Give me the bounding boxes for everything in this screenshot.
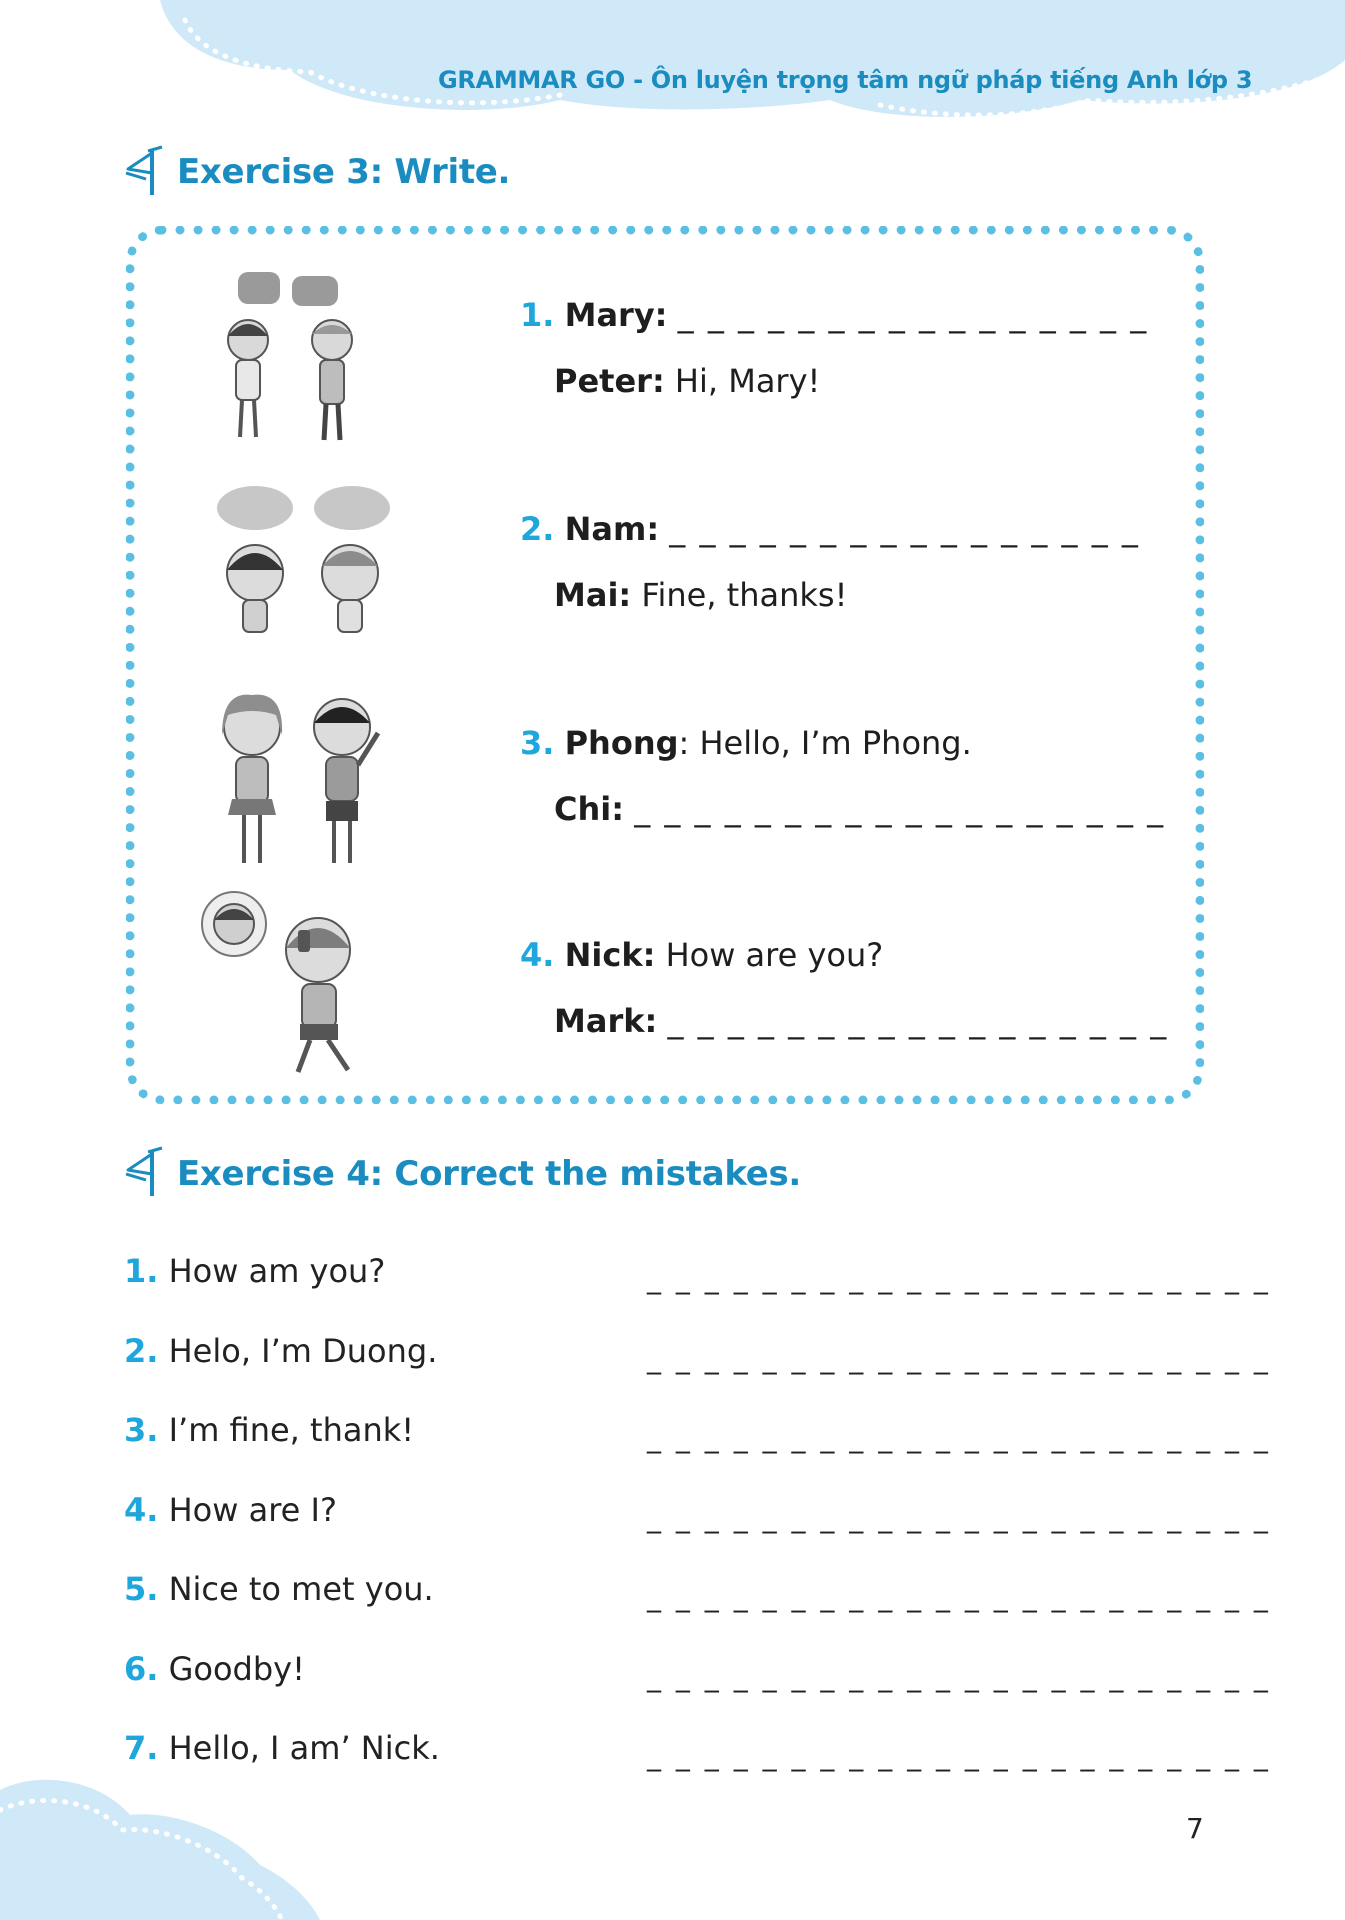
footer-cloud-decoration: [0, 1760, 360, 1920]
children-introducing-illustration: [200, 685, 400, 875]
item-number: 4.: [520, 936, 555, 974]
exercise-3-item-2-line-2: [554, 576, 847, 614]
children-greeting-illustration: [200, 262, 400, 452]
mistake-sentence: Hello, I am’ Nick.: [168, 1729, 440, 1767]
page-number: 7: [1186, 1812, 1204, 1845]
correction-blank[interactable]: _ _ _ _ _ _ _ _ _ _ _ _ _ _ _ _ _ _ _ _ _ _: [647, 1342, 1271, 1375]
item-number: 5.: [124, 1570, 159, 1608]
correction-blank[interactable]: _ _ _ _ _ _ _ _ _ _ _ _ _ _ _ _ _ _ _ _ _ _: [647, 1262, 1271, 1295]
speaker-name: Phong: [564, 724, 679, 762]
dialogue-text: How are you?: [655, 936, 884, 974]
item-number: 1.: [520, 296, 555, 334]
item-number: 3.: [124, 1411, 159, 1449]
header-title: GRAMMAR GO - Ôn luyện trọng tâm ngữ pháp tiếng Anh lớp 3: [438, 66, 1253, 94]
exercise-4-title: Exercise 4: Correct the mistakes.: [177, 1154, 802, 1194]
mistake-item: [124, 1411, 414, 1449]
answer-blank[interactable]: _ _ _ _ _ _ _ _ _ _ _ _ _ _ _ _ _: [667, 1002, 1169, 1040]
item-number: 4.: [124, 1491, 159, 1529]
exercise-3-item-3-line-2: [554, 790, 1165, 828]
answer-blank[interactable]: _ _ _ _ _ _ _ _ _ _ _ _ _ _ _ _ _ _: [634, 790, 1166, 828]
speaker-name: Nick:: [564, 936, 656, 974]
exercise-3-item-4-line-2: [554, 1002, 1168, 1040]
mistake-sentence: How are I?: [168, 1491, 337, 1529]
exercise-3-item-1-line-1: [520, 296, 1148, 334]
mistake-sentence: I’m fine, thank!: [168, 1411, 415, 1449]
dialogue-text: Hi, Mary!: [664, 362, 821, 400]
item-number: 2.: [124, 1332, 159, 1370]
mistake-item: [124, 1332, 437, 1370]
mistake-sentence: How am you?: [168, 1252, 386, 1290]
exercise-3-item-2-line-1: [520, 510, 1140, 548]
children-talking-illustration: [210, 478, 410, 668]
flag-icon: [122, 145, 172, 197]
correction-blank[interactable]: _ _ _ _ _ _ _ _ _ _ _ _ _ _ _ _ _ _ _ _ _ _: [647, 1739, 1271, 1772]
item-number: 3.: [520, 724, 555, 762]
correction-blank[interactable]: _ _ _ _ _ _ _ _ _ _ _ _ _ _ _ _ _ _ _ _ _ _: [647, 1501, 1271, 1534]
dialogue-text: Fine, thanks!: [631, 576, 848, 614]
flag-icon: [122, 1146, 172, 1198]
correction-blank[interactable]: _ _ _ _ _ _ _ _ _ _ _ _ _ _ _ _ _ _ _ _ _ _: [647, 1580, 1271, 1613]
speaker-name: Mark:: [554, 1002, 658, 1040]
girl-on-phone-illustration: [198, 890, 398, 1080]
item-number: 7.: [124, 1729, 159, 1767]
exercise-3-item-3-line-1: [520, 724, 972, 762]
speaker-name: Nam:: [564, 510, 660, 548]
mistake-sentence: Helo, I’m Duong.: [168, 1332, 438, 1370]
correction-blank[interactable]: _ _ _ _ _ _ _ _ _ _ _ _ _ _ _ _ _ _ _ _ _ _: [647, 1660, 1271, 1693]
exercise-3-title: Exercise 3: Write.: [177, 152, 511, 192]
item-number: 6.: [124, 1650, 159, 1688]
mistake-sentence: Nice to met you.: [168, 1570, 434, 1608]
mistake-sentence: Goodby!: [168, 1650, 305, 1688]
dialogue-text: : Hello, I’m Phong.: [678, 724, 972, 762]
exercise-3-item-1-line-2: [554, 362, 820, 400]
speaker-name: Chi:: [554, 790, 625, 828]
mistake-item: [124, 1650, 305, 1688]
speaker-name: Mai:: [554, 576, 632, 614]
mistake-item: [124, 1252, 385, 1290]
speaker-name: Mary:: [564, 296, 668, 334]
item-number: 1.: [124, 1252, 159, 1290]
correction-blank[interactable]: _ _ _ _ _ _ _ _ _ _ _ _ _ _ _ _ _ _ _ _ _ _: [647, 1421, 1271, 1454]
exercise-3-item-4-line-1: [520, 936, 883, 974]
answer-blank[interactable]: _ _ _ _ _ _ _ _ _ _ _ _ _ _ _ _: [669, 510, 1140, 548]
item-number: 2.: [520, 510, 555, 548]
mistake-item: [124, 1570, 434, 1608]
speaker-name: Peter:: [554, 362, 665, 400]
mistake-item: [124, 1491, 337, 1529]
answer-blank[interactable]: _ _ _ _ _ _ _ _ _ _ _ _ _ _ _ _: [677, 296, 1149, 334]
